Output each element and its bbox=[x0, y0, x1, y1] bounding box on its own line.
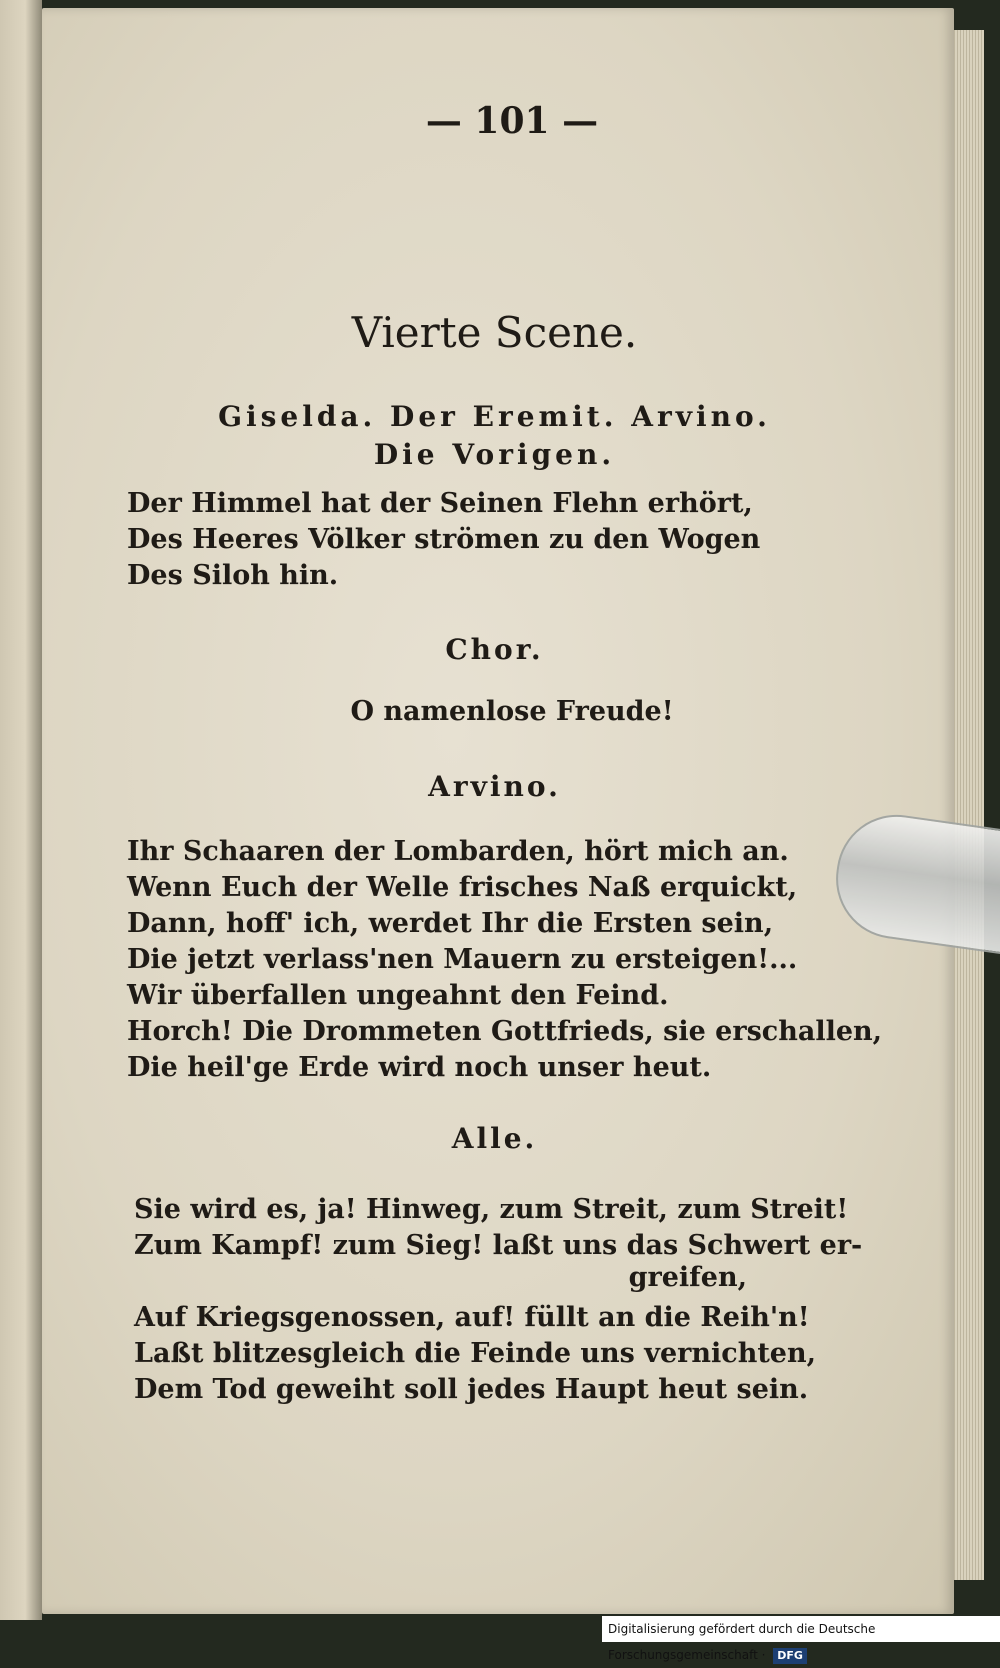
cast-line-1: Giselda. Der Eremit. Arvino. bbox=[218, 400, 771, 433]
verse-line: Dann, hoff' ich, werdet Ihr die Ersten sein, bbox=[127, 908, 774, 939]
dfg-logo: DFG bbox=[773, 1648, 807, 1664]
verse-line: Die jetzt verlass'nen Mauern zu ersteigen!... bbox=[127, 944, 798, 975]
role-heading-chor: Chor. bbox=[445, 633, 544, 666]
verse-line: Wir überfallen ungeahnt den Feind. bbox=[127, 980, 669, 1011]
verse-line: Des Siloh hin. bbox=[127, 560, 339, 591]
verse-line: Die heil'ge Erde wird noch unser heut. bbox=[127, 1052, 712, 1083]
scene-title: Vierte Scene. bbox=[351, 308, 638, 357]
verse-line: Dem Tod geweiht soll jedes Haupt heut sein. bbox=[134, 1374, 809, 1405]
verse-line: Ihr Schaaren der Lombarden, hört mich an. bbox=[127, 836, 789, 867]
digitization-footer bbox=[602, 1616, 1000, 1662]
verse-line: Des Heeres Völker strömen zu den Wogen bbox=[127, 524, 761, 555]
book-page bbox=[42, 8, 954, 1614]
chor-line: O namenlose Freude! bbox=[350, 696, 674, 727]
role-heading-arvino: Arvino. bbox=[428, 770, 561, 803]
facing-page-edge bbox=[0, 0, 42, 1620]
page-number: — 101 — bbox=[425, 100, 599, 142]
verse-line: Der Himmel hat der Seinen Flehn erhört, bbox=[127, 488, 753, 519]
verse-line: Zum Kampf! zum Sieg! laßt uns das Schwert er- bbox=[134, 1230, 863, 1261]
role-heading-alle: Alle. bbox=[451, 1122, 538, 1155]
verse-continuation: greifen, bbox=[628, 1262, 747, 1293]
cast-line-2: Die Vorigen. bbox=[373, 438, 616, 471]
verse-line: Horch! Die Drommeten Gottfrieds, sie erschallen, bbox=[127, 1016, 883, 1047]
verse-line: Auf Kriegsgenossen, auf! füllt an die Reih'n! bbox=[134, 1302, 810, 1333]
verse-line: Laßt blitzesgleich die Feinde uns vernichten, bbox=[134, 1338, 817, 1369]
footer-text: Digitalisierung gefördert durch die Deutsche Forschungsgemeinschaft · bbox=[608, 1622, 876, 1662]
verse-line: Sie wird es, ja! Hinweg, zum Streit, zum Streit! bbox=[134, 1194, 849, 1225]
verse-line: Wenn Euch der Welle frisches Naß erquickt, bbox=[127, 872, 798, 903]
